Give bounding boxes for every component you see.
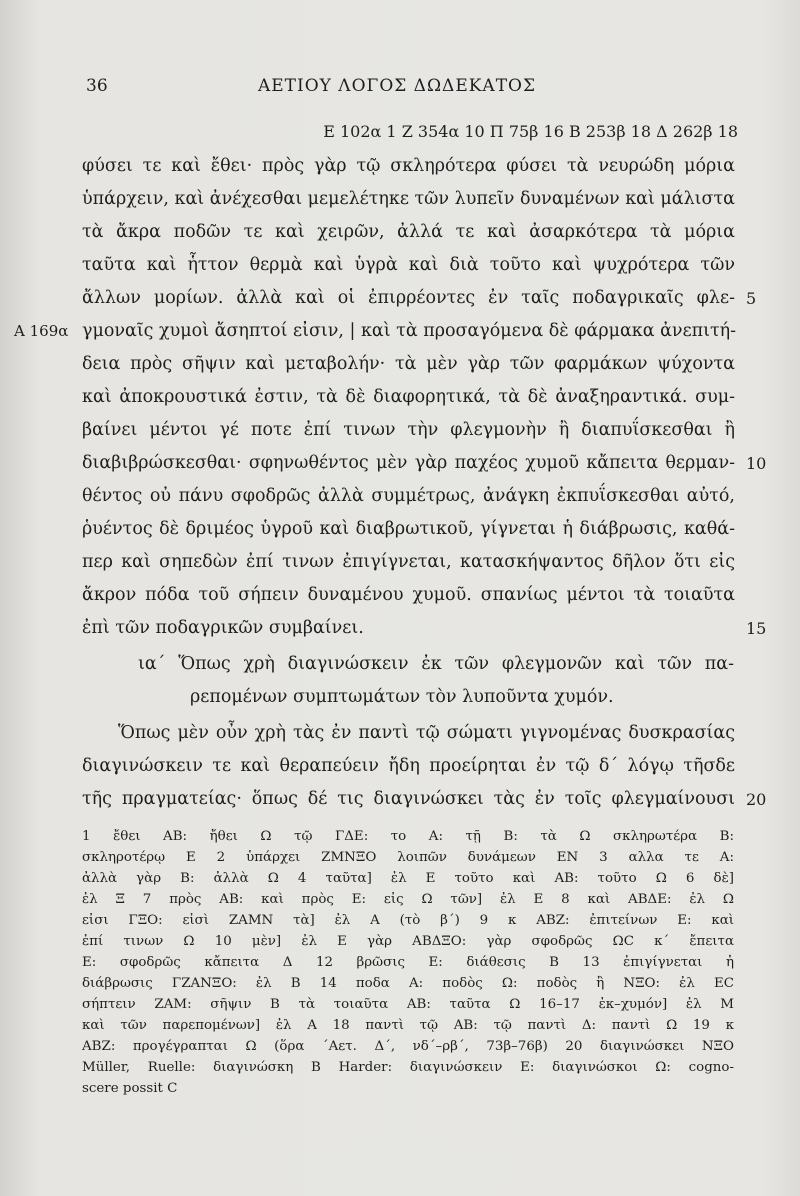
apparatus-line: καὶ τῶν παρεπομένων] ἐλ A 18 παντὶ τῷ AB: τῷ παντὶ Δ: παντὶ Ω 19 κ	[82, 1018, 734, 1033]
line-number: 10	[746, 454, 767, 473]
apparatus-line: διάβρωσις ΓΖΑΝΞΟ: ἐλ B 14 ποδα A: ποδὸς Ω: ποδὸς ἢ ΝΞΟ: ἐλ EC	[82, 976, 734, 991]
line-number: 20	[746, 790, 767, 809]
text-line: ἄλλων μορίων. ἀλλὰ καὶ οἱ ἐπιρρέοντες ἐν ταῖς ποδαγρικαῖς φλε-	[82, 288, 735, 308]
running-title: ΑΕΤΙΟΥ ΛΟΓΟΣ ΔΩΔΕΚΑΤΟΣ	[258, 76, 537, 96]
apparatus-line: E: σφοδρῶς κἄπειτα Δ 12 βρῶσις E: διάθεσις B 13 ἐπιγίγνεται ἡ	[82, 955, 734, 970]
manuscript-sigla: E 102α 1 Z 354α 10 Π 75β 16 B 253β 18 Δ 262β 18	[323, 122, 738, 141]
text-line: Ὅπως μὲν οὖν χρὴ τὰς ἐν παντὶ τῷ σώματι γιγνομένας δυσκρασίας	[118, 723, 735, 743]
apparatus-line: εἰσι ΓΞΟ: εἰσὶ ΖΑΜΝ τὰ] ἐλ A (τὸ β´) 9 κ ABZ: ἐπιτείνων E: καὶ	[82, 913, 734, 928]
margin-reference: A 169α	[14, 322, 69, 340]
apparatus-line: ABZ: προγέγραπται Ω (ὅρα ´Αετ. Δ´, νδ´–ρβ´, 73β–76β) 20 διαγινώσκει ΝΞΟ	[82, 1039, 734, 1054]
line-number: 5	[746, 289, 757, 308]
text-line: ταῦτα καὶ ἧττον θερμὰ καὶ ὑγρὰ καὶ διὰ τοῦτο καὶ ψυχρότερα τῶν	[82, 255, 735, 275]
text-line: γμοναῖς χυμοὶ ἄσηπτοί εἰσιν, | καὶ τὰ προσαγόμενα δὲ φάρμακα ἀνεπιτή-	[82, 321, 737, 341]
text-line: δεια πρὸς σῆψιν καὶ μεταβολήν· τὰ μὲν γὰρ τῶν φαρμάκων ψύχοντα	[82, 354, 735, 374]
page-number: 36	[86, 76, 108, 96]
text-line: ὑπάρχειν, καὶ ἀνέχεσθαι μεμελέτηκε τῶν λυπεῖν δυναμένων καὶ μάλιστα	[82, 189, 735, 209]
page-header	[0, 76, 800, 100]
text-line: ἐπὶ τῶν ποδαγρικῶν συμβαίνει.	[82, 618, 364, 638]
apparatus-line: 1 ἔθει AB: ἤθει Ω τῷ ΓΔΕ: το A: τῇ B: τὰ Ω σκληρωτέρα B:	[82, 829, 734, 844]
apparatus-line: Müller, Ruelle: διαγινώσκη B Harder: διαγινώσκειν E: διαγινώσκοι Ω: cogno-	[82, 1060, 734, 1075]
text-line: διαβιβρώσκεσθαι· σφηνωθέντος μὲν γὰρ παχέος χυμοῦ κἄπειτα θερμαν-	[82, 453, 735, 473]
apparatus-line: scere possit C	[82, 1081, 178, 1096]
text-line: διαγινώσκειν τε καὶ θεραπεύειν ἤδη προείρηται ἐν τῷ δ´ λόγῳ τῆσδε	[82, 756, 735, 776]
apparatus-line: σκληροτέρῳ E 2 ὑπάρχει ΖΜΝΞΟ λοιπῶν δυνάμεων EN 3 αλλα τε A:	[82, 850, 734, 865]
chapter-heading-continued: ρεπομένων συμπτωμάτων τὸν λυποῦντα χυμόν.	[190, 687, 614, 707]
text-line: καὶ ἀποκρουστικά ἐστιν, τὰ δὲ διαφορητικά, τὰ δὲ ἀναξηραντικά. συμ-	[82, 387, 735, 407]
text-line: περ καὶ σηπεδὼν ἐπί τινων ἐπιγίγνεται, κατασκήψαντος δῆλον ὅτι εἰς	[82, 552, 735, 572]
line-number: 15	[746, 619, 767, 638]
apparatus-line: ἐπί τινων Ω 10 μὲν] ἐλ E γὰρ ΑΒΔΞΟ: γὰρ σφοδρῶς ΩC κ´ ἔπειτα	[82, 934, 734, 949]
text-line: φύσει τε καὶ ἔθει· πρὸς γὰρ τῷ σκληρότερα φύσει τὰ νευρώδη μόρια	[82, 156, 735, 176]
apparatus-line: ἀλλὰ γὰρ B: ἀλλὰ Ω 4 ταῦτα] ἐλ E τοῦτο καὶ AB: τοῦτο Ω 6 δὲ]	[82, 871, 734, 886]
chapter-heading: ια´ Ὅπως χρὴ διαγινώσκειν ἐκ τῶν φλεγμονῶν καὶ τῶν πα-	[138, 654, 734, 674]
apparatus-line: ἐλ Ξ 7 πρὸς AB: καὶ πρὸς E: εἰς Ω τῶν] ἐλ E 8 καὶ ΑΒΔΕ: ἐλ Ω	[82, 892, 734, 907]
text-line: ἄκρον πόδα τοῦ σήπειν δυναμένου χυμοῦ. σπανίως μέντοι τὰ τοιαῦτα	[82, 585, 735, 605]
text-line: βαίνει μέντοι γέ ποτε ἐπί τινων τὴν φλεγμονὴν ἢ διαπυΐσκεσθαι ἢ	[82, 420, 735, 440]
apparatus-line: σήπτειν ΖΑΜ: σῆψιν B τὰ τοιαῦτα AB: ταῦτα Ω 16–17 ἐκ–χυμόν] ἐλ M	[82, 997, 734, 1012]
text-line: τὰ ἄκρα ποδῶν τε καὶ χειρῶν, ἀλλά τε καὶ ἀσαρκότερα τὰ μόρια	[82, 222, 735, 242]
text-line: ῥυέντος δὲ δριμέος ὑγροῦ καὶ διαβρωτικοῦ, γίγνεται ἡ διάβρωσις, καθά-	[82, 519, 735, 539]
text-line: θέντος οὐ πάνυ σφοδρῶς ἀλλὰ συμμέτρως, ἀνάγκη ἐκπυΐσκεσθαι αὐτό,	[82, 486, 735, 506]
text-line: τῆς πραγματείας· ὅπως δέ τις διαγινώσκει τὰς ἐν τοῖς φλεγμαίνουσι	[82, 789, 735, 809]
